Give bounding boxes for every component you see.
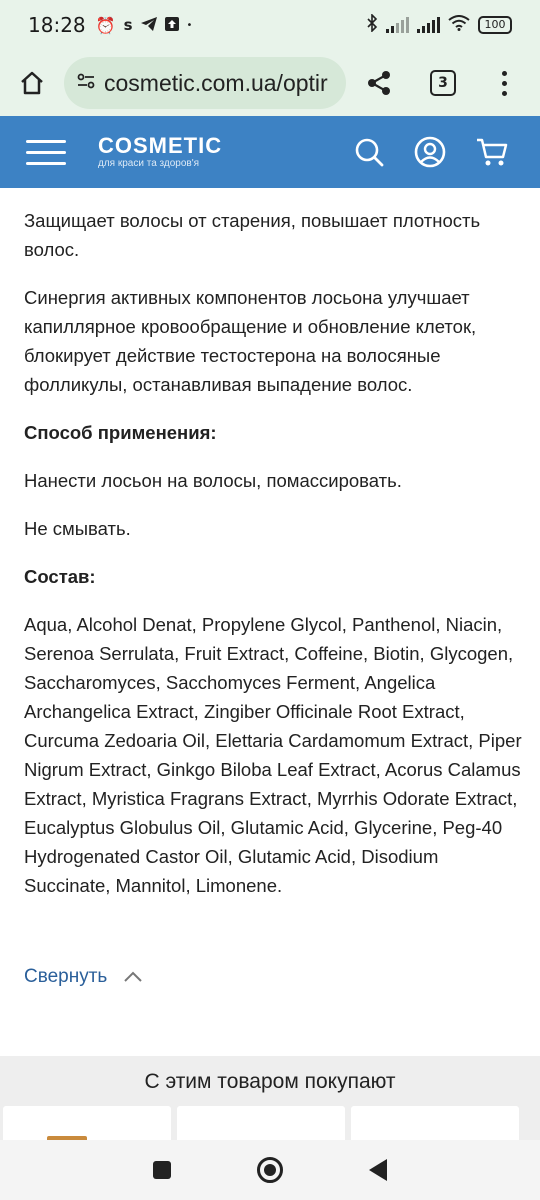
product-card[interactable] (3, 1106, 171, 1140)
signal-s-icon: s (123, 16, 133, 34)
battery-icon: 100 (478, 16, 512, 34)
hamburger-menu-button[interactable] (26, 140, 66, 165)
usage-text: Нанести лосьон на волосы, помассировать. (24, 470, 402, 491)
logo-text: COSMETIC (98, 132, 223, 158)
wifi-icon (448, 15, 470, 36)
product-card[interactable] (177, 1106, 345, 1140)
share-button[interactable] (364, 68, 394, 98)
browser-menu-button[interactable] (494, 71, 514, 96)
system-nav-bar (0, 1140, 540, 1200)
also-bought-title: С этим товаром покупают (144, 1070, 396, 1093)
upload-icon (165, 16, 179, 35)
home-button[interactable] (0, 50, 64, 116)
status-bar (0, 0, 540, 50)
description-paragraph: Синергия активных компонентов лосьона улучшает капиллярное кровообращение и обновление клеток, блокирует действие тестостерона на волосяные фолликулы, останавливая выпадение волос. (24, 287, 477, 395)
home-icon (19, 70, 45, 96)
cell-signal-icon (417, 17, 440, 33)
product-cards (0, 1106, 540, 1140)
alarm-icon: ⏰ (95, 15, 116, 35)
search-icon (354, 137, 384, 167)
site-logo[interactable] (98, 132, 223, 170)
home-nav-button[interactable] (257, 1157, 283, 1183)
site-header (0, 116, 540, 188)
chevron-up-icon (123, 971, 143, 983)
site-settings-icon[interactable] (76, 71, 96, 96)
user-icon (414, 136, 446, 168)
url-field[interactable] (64, 57, 346, 109)
cell-signal-icon (386, 17, 409, 33)
recents-button[interactable] (153, 1161, 171, 1179)
description-paragraph: Защищает волосы от старения, повышает плотность волос. (24, 210, 481, 260)
browser-toolbar (0, 50, 540, 116)
status-left-icons (96, 16, 193, 35)
composition-text: Aqua, Alcohol Denat, Propylene Glycol, Panthenol, Niacin, Serenoa Serrulata, Fruit Extract, Coffeine, Biotin, Glycogen, Saccharomyces, Sacchomyces Ferment, Angelica Archangelica Extract, Zingiber Officinale Root Extract, Curcuma Zedoaria Oil, Elettaria Cardamomum Extract, Piper Nigrum Extract, Ginkgo Biloba Leaf Extract, Acorus Calamus Extract, Myristica Fragrans Extract, Myrrhis Odorate Extract, Eucalyptus Globulus Oil, Glutamic Acid, Glycerine, Peg-40 Hydrogenated Castor Oil, Glutamic Acid, Disodium Succinate, Mannitol, Limonene. (24, 614, 522, 896)
product-description (24, 206, 524, 900)
collapse-toggle[interactable] (24, 966, 143, 988)
share-icon (365, 69, 393, 97)
back-button[interactable] (369, 1159, 387, 1181)
tab-switcher-button[interactable]: 3 (430, 70, 456, 96)
search-button[interactable] (354, 137, 384, 167)
status-time: 18:28 (28, 13, 86, 37)
also-bought-section (0, 1056, 540, 1140)
usage-heading: Способ применения: (24, 422, 217, 443)
product-card[interactable] (351, 1106, 519, 1140)
status-right-icons (366, 14, 512, 37)
collapse-link[interactable]: Свернуть (24, 966, 108, 987)
url-text: cosmetic.com.ua/optir (104, 69, 328, 96)
logo-tagline: для краси та здоров'я (98, 157, 200, 169)
usage-note: Не смывать. (24, 518, 131, 539)
account-button[interactable] (414, 136, 446, 168)
cart-icon (476, 137, 508, 167)
dot-icon: • (186, 19, 193, 31)
bluetooth-icon (366, 14, 378, 37)
header-actions (354, 136, 508, 168)
telegram-icon (141, 16, 157, 35)
cart-button[interactable] (476, 137, 508, 167)
composition-heading: Состав: (24, 566, 96, 587)
